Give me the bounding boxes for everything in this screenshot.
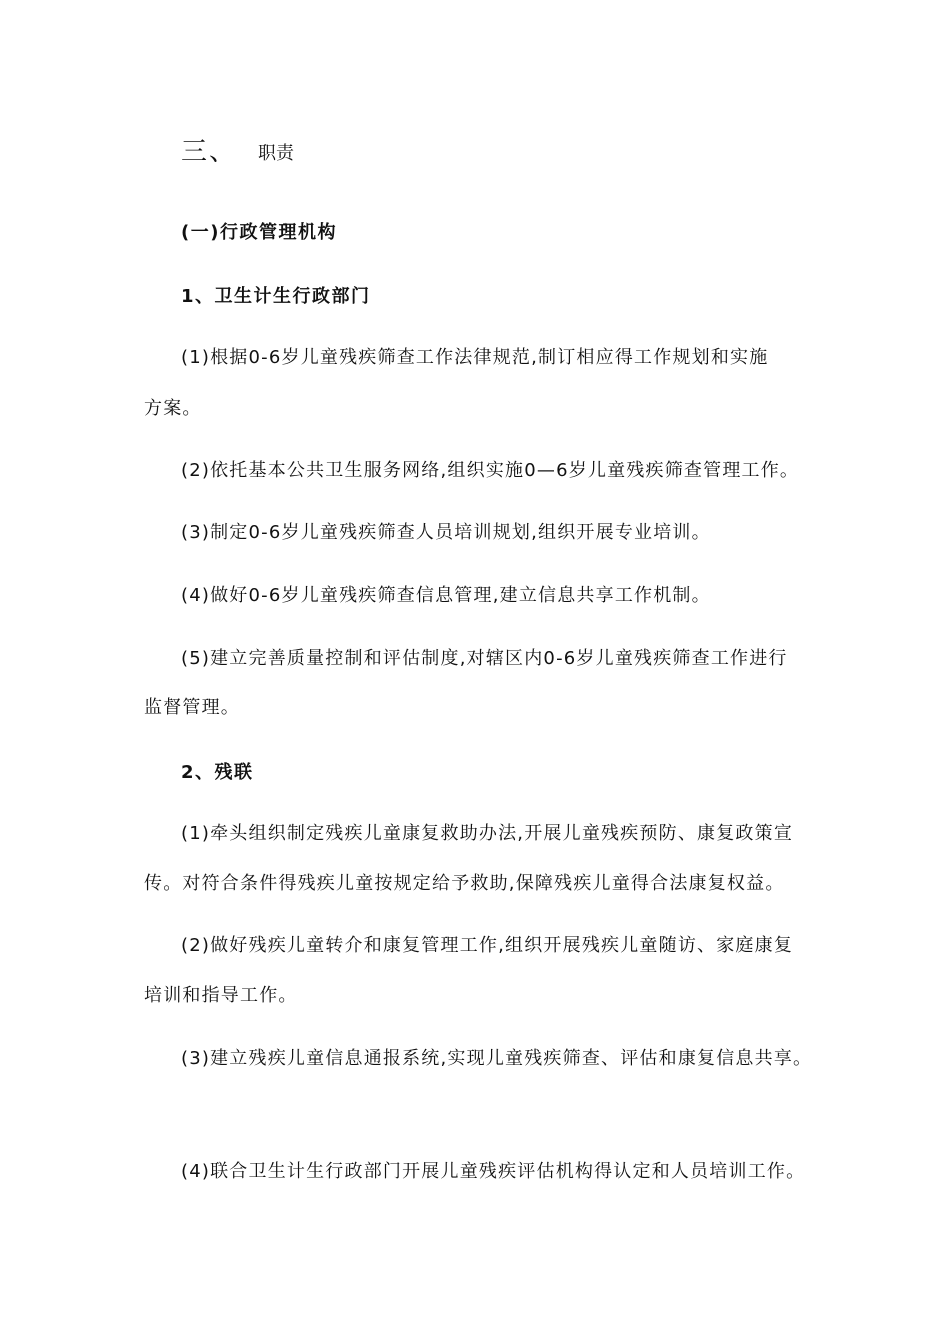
section-title: 职责	[258, 143, 294, 164]
part1-item1-line2: 方案。	[144, 398, 202, 419]
part1-heading: 1、卫生计生行政部门	[181, 286, 371, 307]
part2-heading: 2、残联	[181, 762, 254, 783]
subsection-title: (一)行政管理机构	[181, 222, 337, 243]
part1-item3: (3)制定0-6岁儿童残疾筛查人员培训规划,组织开展专业培训。	[181, 522, 711, 543]
part1-item1-line1: (1)根据0-6岁儿童残疾筛查工作法律规范,制订相应得工作规划和实施	[181, 347, 769, 368]
part2-item3: (3)建立残疾儿童信息通报系统,实现儿童残疾筛查、评估和康复信息共享。	[181, 1048, 813, 1069]
part2-item4: (4)联合卫生计生行政部门开展儿童残疾评估机构得认定和人员培训工作。	[181, 1161, 806, 1182]
part1-item4: (4)做好0-6岁儿童残疾筛查信息管理,建立信息共享工作机制。	[181, 585, 711, 606]
part2-item1-line1: (1)牵头组织制定残疾儿童康复救助办法,开展儿童残疾预防、康复政策宣	[181, 823, 794, 844]
part1-item5-line1: (5)建立完善质量控制和评估制度,对辖区内0-6岁儿童残疾筛查工作进行	[181, 648, 788, 669]
part1-item5-line2: 监督管理。	[144, 697, 240, 718]
part2-item2-line2: 培训和指导工作。	[144, 985, 298, 1006]
part1-item2: (2)依托基本公共卫生服务网络,组织实施0—6岁儿童残疾筛查管理工作。	[181, 460, 800, 481]
part2-item1-line2: 传。对符合条件得残疾儿童按规定给予救助,保障残疾儿童得合法康复权益。	[144, 873, 785, 894]
section-number: 三、	[181, 137, 238, 167]
part2-item2-line1: (2)做好残疾儿童转介和康复管理工作,组织开展残疾儿童随访、家庭康复	[181, 935, 794, 956]
